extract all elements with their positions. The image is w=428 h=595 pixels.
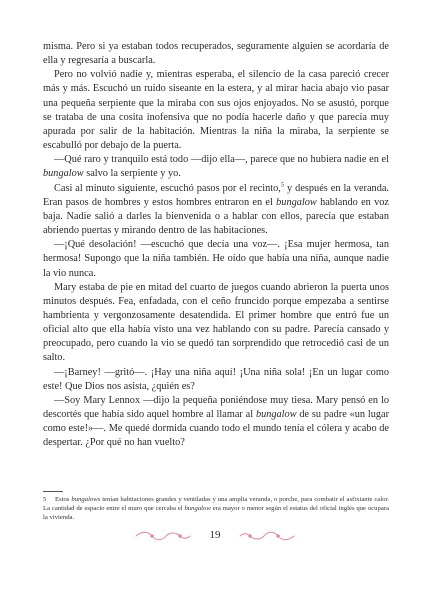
paragraph: —Qué raro y tranquilo está todo —dijo ella—, parece que no hubiera nadie en el bungalow salvo la serpiente y yo.	[43, 154, 389, 180]
paragraph: —Soy Mary Lennox —dijo la pequeña poniéndose muy tiesa. Mary pensó en lo descortés que había sido aquel hombre al llamar al bungalow de su padre «un lugar como este!»—. Me quedé dormida cuando todo el mundo tenía el cólera y acabo de despertar. ¿Por qué no han vuelto?	[43, 394, 389, 449]
paragraph: Pero no volvió nadie y, mientras esperaba, el silencio de la casa pareció crecer más y más. Escuchó un ruido siseante en la estera, y al mirar hacia abajo vio pasar una pequeña serpiente que la miraba con sus ojos enjoyados. No se asustó, porque se trataba de una cosita inofensiva que no podía hacerle daño y que parecía muy apurada por salir de la habitación. Mientras la niña la miraba, la serpiente se escabulló por debajo de la puerta.	[43, 69, 389, 152]
paragraph: Casi al minuto siguiente, escuchó pasos por el recinto,$^5$ y después en la veranda. Eran pasos de hombres y estos hombres entraron en el bungalow hablando en voz baja. Nadie salió a darles la bienvenida o a hablar con ellos, parecía que estaban abriendo puertas y mirando dentro de las habitaciones.	[43, 181, 390, 237]
paragraph: —¡Barney! —gritó—. ¡Hay una niña aquí! ¡Una niña sola! ¡En un lugar como este! Que Dios nos asista, ¿quién es?	[43, 366, 389, 392]
footnote-divider	[43, 491, 63, 492]
footnote	[43, 495, 389, 522]
footnote-number: 5	[43, 496, 47, 503]
body-text	[43, 40, 389, 451]
paragraph: misma. Pero si ya estaban todos recuperados, seguramente alguien se acordaría de ella y regresaría a buscarla.	[43, 41, 389, 67]
footnote-reference: 5	[280, 181, 285, 189]
page-number: 19	[209, 529, 221, 541]
right-ornament-icon	[236, 529, 296, 543]
footnote-text: Estos bungalows tenían habitaciones grandes y ventiladas y una amplia veranda, o porche, para combatir el asfixiante calor. La cantidad de espacio entre el muro que cercaba el bungalow era mayor o menor según el estatus del oficial inglés que ocupara la vivienda.	[43, 496, 390, 521]
left-ornament-icon	[134, 529, 194, 543]
paragraph: —¡Qué desolación! —escuchó que decía una voz—. ¡Esa mujer hermosa, tan hermosa! Supongo que la niña también. He oído que había una niña, aunque nadie la vio nunca.	[43, 239, 389, 279]
paragraph: Mary estaba de pie en mitad del cuarto de juegos cuando abrieron la puerta unos minutos después. Fea, enfadada, con el ceño fruncido porque empezaba a sentirse hambrienta y vergonzosamente desatendida. El primer hombre que entró fue un oficial alto que ella había visto una vez hablando con su padre. Parecía cansado y preocupado, pero cuando la vio se quedó tan sorprendido que retrocedió casi de un salto.	[43, 281, 389, 364]
